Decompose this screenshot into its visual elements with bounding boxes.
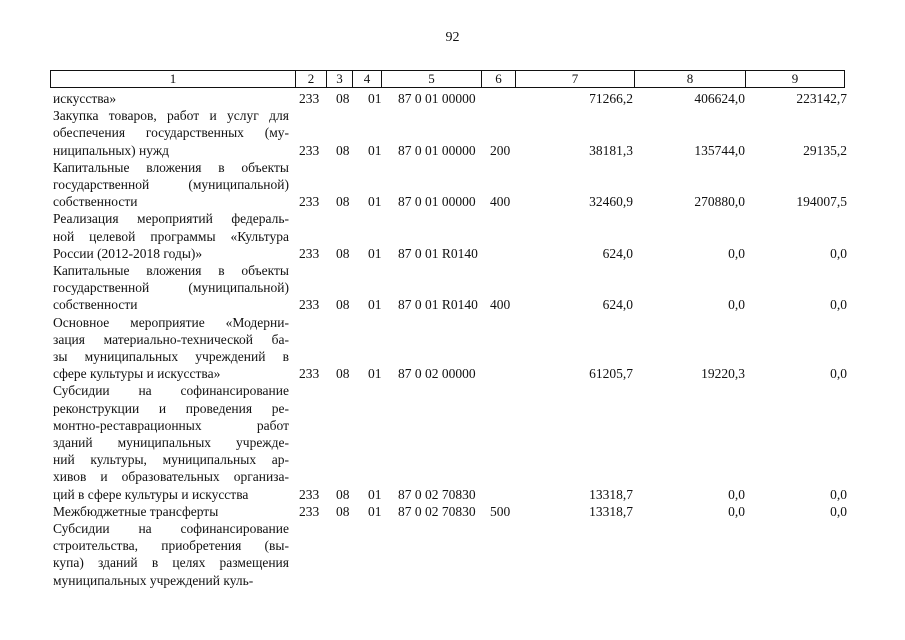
row-subsection: 01: [368, 194, 382, 210]
row-value-col9: 0,0: [830, 366, 847, 382]
row-subsection: 01: [368, 366, 382, 382]
description-line: зы муниципальных учреждений в: [53, 349, 289, 365]
row-value-col7: 32460,9: [589, 194, 633, 210]
row-section: 08: [336, 297, 350, 313]
row-subsection: 01: [368, 503, 382, 519]
row-code: 233: [299, 503, 320, 519]
row-description: [53, 210, 289, 262]
row-subsection: 01: [368, 297, 382, 313]
description-line: Субсидии на софинансирование: [53, 383, 289, 399]
row-subsection: 01: [368, 142, 382, 158]
description-line: ний культуры, муниципальных ар-: [53, 452, 289, 468]
row-value-col7: 71266,2: [589, 91, 633, 106]
table-row: [0, 520, 905, 589]
row-value-col8: 135744,0: [694, 142, 745, 158]
row-description: [53, 520, 289, 589]
row-value-col9: 0,0: [830, 245, 847, 261]
row-target-article: 87 0 01 R0140: [398, 245, 478, 261]
row-code: 233: [299, 142, 320, 158]
row-subsection: 01: [368, 486, 382, 502]
row-target-article: 87 0 01 R0140: [398, 297, 478, 313]
row-section: 08: [336, 142, 350, 158]
row-value-col9: 0,0: [830, 503, 847, 519]
row-section: 08: [336, 194, 350, 210]
row-value-col9: 0,0: [830, 297, 847, 313]
description-line: Основное мероприятие «Модерни-: [53, 314, 289, 330]
table-row: [0, 210, 905, 262]
row-description: [53, 107, 289, 159]
row-value-col9: 0,0: [830, 486, 847, 502]
description-line: России (2012-2018 годы)»: [53, 245, 203, 261]
header-col-6: 6: [482, 71, 516, 88]
table-row: [0, 314, 905, 383]
row-code: 233: [299, 297, 320, 313]
row-value-col7: 61205,7: [589, 366, 633, 382]
row-code: 233: [299, 194, 320, 210]
row-section: 08: [336, 486, 350, 502]
row-value-col7: 38181,3: [589, 142, 633, 158]
row-code: 233: [299, 486, 320, 502]
description-line: Закупка товаров, работ и услуг для: [53, 108, 289, 124]
row-section: 08: [336, 503, 350, 519]
header-col-3: 3: [327, 71, 353, 88]
row-description: [53, 503, 289, 520]
description-line: государственной (муниципальной): [53, 177, 289, 193]
row-description: [53, 159, 289, 211]
row-target-article: 87 0 02 70830: [398, 486, 476, 502]
row-value-col8: 0,0: [728, 486, 745, 502]
table-row: [0, 90, 905, 107]
row-value-col7: 624,0: [602, 297, 633, 313]
row-value-col7: 13318,7: [589, 486, 633, 502]
table-row: [0, 107, 905, 159]
row-value-col9: 194007,5: [796, 194, 847, 210]
row-value-col9: 223142,7: [796, 91, 847, 106]
header-col-1: 1: [51, 71, 296, 88]
description-line: ной целевой программы «Культура: [53, 228, 289, 244]
description-line: государственной (муниципальной): [53, 280, 289, 296]
row-expense-type: 500: [490, 503, 511, 519]
row-value-col9: 29135,2: [803, 142, 847, 158]
table-row: [0, 262, 905, 314]
row-target-article: 87 0 01 00000: [398, 142, 476, 158]
row-value-col8: 0,0: [728, 245, 745, 261]
header-col-9: 9: [746, 71, 845, 88]
row-value-col8: 270880,0: [694, 194, 745, 210]
description-line: Межбюджетные трансферты: [53, 503, 219, 519]
header-col-7: 7: [516, 71, 635, 88]
header-col-4: 4: [353, 71, 382, 88]
row-value-col8: 406624,0: [694, 91, 745, 106]
header-col-2: 2: [296, 71, 327, 88]
description-line: обеспечения государственных (му-: [53, 125, 289, 141]
header-col-5: 5: [382, 71, 482, 88]
description-line: Капитальные вложения в объекты: [53, 263, 289, 279]
row-expense-type: 400: [490, 297, 511, 313]
row-description: [53, 262, 289, 314]
row-subsection: 01: [368, 245, 382, 261]
row-description: [53, 382, 289, 502]
description-line: муниципальных учреждений куль-: [53, 572, 254, 588]
description-line: зация материально-технической ба-: [53, 331, 289, 347]
column-header-row: [51, 71, 845, 88]
description-line: собственности: [53, 194, 138, 210]
row-value-col8: 0,0: [728, 503, 745, 519]
row-target-article: 87 0 02 70830: [398, 503, 476, 519]
description-line: сфере культуры и искусства»: [53, 366, 221, 382]
description-line: Реализация мероприятий федераль-: [53, 211, 289, 227]
row-value-col8: 0,0: [728, 297, 745, 313]
description-line: Капитальные вложения в объекты: [53, 159, 289, 175]
column-header-table: [50, 70, 845, 88]
row-target-article: 87 0 01 00000: [398, 194, 476, 210]
description-line: ниципальных) нужд: [53, 142, 170, 158]
description-line: монтно-реставрационных работ: [53, 417, 289, 433]
row-value-col7: 624,0: [602, 245, 633, 261]
description-line: купа) зданий в целях размещения: [53, 555, 289, 571]
row-section: 08: [336, 245, 350, 261]
row-value-col8: 19220,3: [701, 366, 745, 382]
row-code: 233: [299, 366, 320, 382]
description-line: Субсидии на софинансирование: [53, 521, 289, 537]
description-line: собственности: [53, 297, 138, 313]
row-target-article: 87 0 02 00000: [398, 366, 476, 382]
row-section: 08: [336, 366, 350, 382]
page-number: 92: [445, 30, 460, 45]
description-line: хивов и образовательных организа-: [53, 469, 289, 485]
row-description: [53, 314, 289, 383]
row-subsection: 01: [368, 91, 382, 106]
description-line: ций в сфере культуры и искусства: [53, 486, 249, 502]
row-section: 08: [336, 91, 350, 106]
description-line: реконструкции и проведения ре-: [53, 400, 289, 416]
row-code: 233: [299, 245, 320, 261]
row-expense-type: 400: [490, 194, 511, 210]
table-row: [0, 159, 905, 211]
row-target-article: 87 0 01 00000: [398, 91, 476, 106]
table-row: [0, 503, 905, 520]
description-line: искусства»: [53, 91, 117, 106]
row-value-col7: 13318,7: [589, 503, 633, 519]
row-expense-type: 200: [490, 142, 511, 158]
description-line: зданий муниципальных учрежде-: [53, 435, 289, 451]
budget-table-body: [0, 90, 905, 589]
description-line: строительства, приобретения (вы-: [53, 538, 289, 554]
header-col-8: 8: [635, 71, 746, 88]
row-description: [53, 90, 289, 107]
row-code: 233: [299, 91, 320, 106]
table-row: [0, 382, 905, 502]
